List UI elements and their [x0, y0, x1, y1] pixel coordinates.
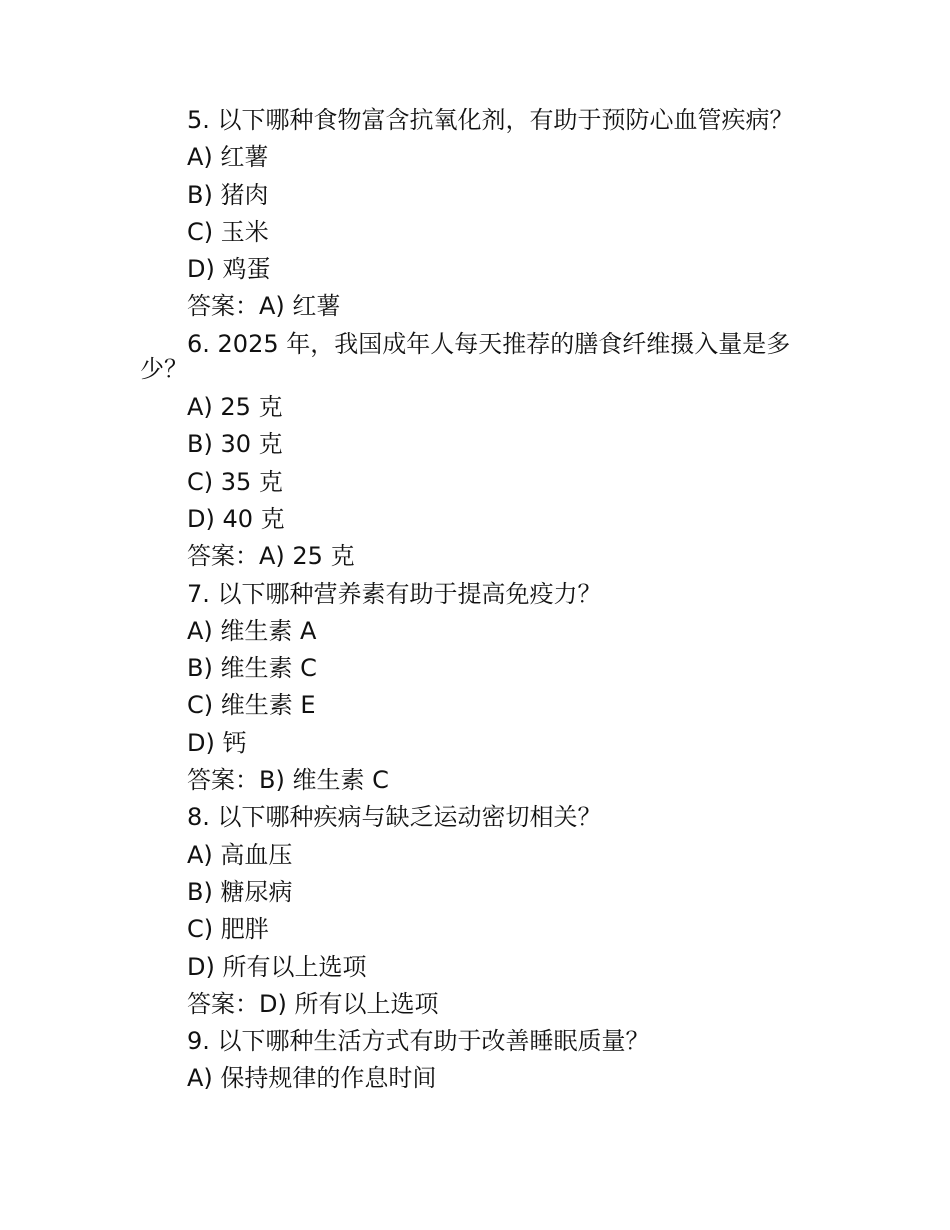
- question-7-answer: 答案：B) 维生素 C: [187, 766, 389, 795]
- question-8-option-d: D) 所有以上选项: [187, 952, 367, 981]
- question-9-text: 9. 以下哪种生活方式有助于改善睡眠质量？: [187, 1027, 650, 1056]
- question-7-option-d: D) 钙: [187, 728, 247, 757]
- question-6-line-1: 6. 2025 年，我国成年人每天推荐的膳食纤维摄入量是多: [187, 329, 791, 358]
- question-6-option-a: A) 25 克: [187, 393, 283, 422]
- question-6-line-2: 少？: [140, 355, 188, 384]
- question-6-option-d: D) 40 克: [187, 504, 285, 533]
- question-6-answer: 答案：A) 25 克: [187, 542, 355, 571]
- question-5-option-b: B) 猪肉: [187, 180, 269, 209]
- question-8-text: 8. 以下哪种疾病与缺乏运动密切相关？: [187, 803, 602, 832]
- question-5-option-c: C) 玉米: [187, 217, 269, 246]
- question-9-option-a: A) 保持规律的作息时间: [187, 1064, 437, 1093]
- question-5-option-a: A) 红薯: [187, 143, 269, 172]
- quiz-content: [140, 102, 807, 1098]
- question-7-option-a: A) 维生素 A: [187, 616, 317, 645]
- question-7-option-b: B) 维生素 C: [187, 654, 317, 683]
- question-7-option-c: C) 维生素 E: [187, 691, 316, 720]
- question-5-text: 5. 以下哪种食物富含抗氧化剂，有助于预防心血管疾病？: [187, 106, 794, 134]
- question-8-option-c: C) 肥胖: [187, 915, 269, 944]
- question-8-option-a: A) 高血压: [187, 840, 293, 869]
- question-7-text: 7. 以下哪种营养素有助于提高免疫力？: [187, 579, 602, 608]
- question-6-option-c: C) 35 克: [187, 467, 283, 496]
- question-6-text: [140, 326, 807, 384]
- question-8-option-b: B) 糖尿病: [187, 877, 293, 906]
- question-5-option-d: D) 鸡蛋: [187, 255, 271, 284]
- question-6-option-b: B) 30 克: [187, 430, 283, 459]
- question-8-answer: 答案：D) 所有以上选项: [187, 989, 439, 1018]
- question-5-answer: 答案：A) 红薯: [187, 292, 341, 321]
